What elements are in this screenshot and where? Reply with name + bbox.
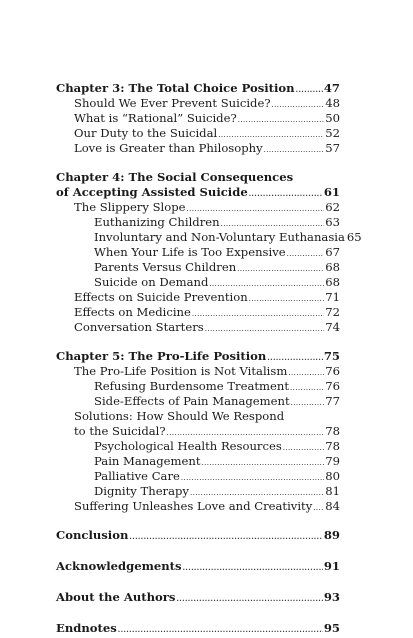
dot-leader	[192, 307, 324, 322]
entry-page: 65	[346, 230, 362, 244]
entry-title: Endnotes	[56, 621, 117, 635]
entry-title: The Pro-Life Position is Not Vitalism	[74, 364, 288, 378]
entry-page: 52	[325, 126, 340, 140]
entry-page: 48	[325, 96, 340, 110]
dot-leader	[296, 82, 323, 97]
entry-page: 61	[323, 185, 340, 199]
dot-leader	[201, 456, 324, 471]
toc-entry[interactable]	[56, 379, 340, 394]
dot-leader	[129, 529, 322, 544]
toc-entry[interactable]	[56, 499, 340, 514]
dot-leader	[272, 98, 325, 113]
entry-title: Palliative Care	[94, 469, 180, 483]
toc-heading-chapter-4	[56, 170, 340, 185]
dot-leader	[291, 396, 325, 411]
entry-page: 50	[325, 111, 340, 125]
entry-page: 68	[325, 275, 340, 289]
entry-title: Love is Greater than Philosophy	[74, 141, 263, 155]
dot-leader	[249, 292, 325, 307]
entry-title: Conclusion	[56, 528, 129, 542]
toc-entry[interactable]	[56, 96, 340, 111]
entry-title: Dignity Therapy	[94, 484, 189, 498]
spacer	[56, 335, 340, 349]
toc-entry[interactable]	[56, 320, 340, 335]
entry-title: Solutions: How Should We Respond	[74, 409, 285, 423]
entry-page: 77	[325, 394, 340, 408]
toc-entry[interactable]	[56, 230, 362, 245]
toc-entry-acknowledgements[interactable]	[56, 559, 340, 574]
entry-title: Parents Versus Children	[94, 260, 237, 274]
entry-page: 47	[323, 81, 340, 95]
toc-entry[interactable]	[56, 424, 340, 439]
entry-page: 75	[323, 349, 340, 363]
toc-entry[interactable]	[56, 126, 340, 141]
toc-entry[interactable]	[56, 141, 340, 156]
toc-entry[interactable]	[56, 484, 340, 499]
entry-title: to the Suicidal?	[74, 424, 166, 438]
entry-title: Suicide on Demand	[94, 275, 209, 289]
entry-title: Chapter 5: The Pro-Life Position	[56, 349, 267, 363]
entry-page: 74	[325, 320, 340, 334]
entry-page: 80	[325, 469, 340, 483]
toc-entry[interactable]	[56, 200, 340, 215]
entry-title: The Slippery Slope	[74, 200, 186, 214]
toc-entry[interactable]	[56, 290, 340, 305]
dot-leader	[237, 262, 324, 277]
dot-leader	[287, 247, 325, 262]
entry-page: 68	[325, 260, 340, 274]
toc-entry[interactable]	[56, 111, 340, 126]
entry-title: Should We Ever Prevent Suicide?	[74, 96, 271, 110]
entry-page: 76	[325, 364, 340, 378]
dot-leader	[238, 113, 325, 128]
dot-leader	[205, 322, 325, 337]
entry-title: Acknowledgements	[56, 559, 182, 573]
toc-entry[interactable]	[56, 215, 340, 230]
entry-page: 63	[325, 215, 340, 229]
entry-page: 89	[323, 528, 340, 542]
entry-title: Our Duty to the Suicidal	[74, 126, 218, 140]
entry-title: Side-Effects of Pain Management	[94, 394, 290, 408]
dot-leader	[183, 560, 323, 575]
entry-page: 95	[323, 621, 340, 635]
toc-entry-about-the-authors[interactable]	[56, 590, 340, 605]
dot-leader	[313, 501, 324, 516]
entry-title: Effects on Medicine	[74, 305, 191, 319]
entry-title: About the Authors	[56, 590, 176, 604]
toc-entry-endnotes[interactable]	[56, 621, 340, 636]
entry-title: Refusing Burdensome Treatment	[94, 379, 290, 393]
dot-leader	[288, 366, 324, 381]
entry-title: When Your Life is Too Expensive	[94, 245, 286, 259]
entry-page: 76	[325, 379, 340, 393]
entry-page: 78	[325, 424, 340, 438]
table-of-contents	[56, 81, 362, 636]
entry-title: Suffering Unleashes Love and Creativity	[74, 499, 313, 513]
toc-entry[interactable]	[56, 245, 340, 260]
toc-entry[interactable]	[56, 260, 340, 275]
toc-entry-chapter-5[interactable]	[56, 349, 340, 364]
dot-leader	[181, 471, 324, 486]
entry-title: Involuntary and Non-Voluntary Euthanasia	[94, 230, 345, 244]
spacer	[56, 543, 340, 559]
toc-entry[interactable]	[56, 305, 340, 320]
toc-entry-chapter-3[interactable]	[56, 81, 340, 96]
toc-entry[interactable]	[56, 364, 340, 379]
dot-leader	[249, 186, 323, 201]
dot-leader	[176, 591, 322, 606]
entry-page: 71	[325, 290, 340, 304]
toc-entry-conclusion[interactable]	[56, 528, 340, 543]
entry-page: 67	[325, 245, 340, 259]
toc-entry[interactable]	[56, 454, 340, 469]
entry-title: Psychological Health Resources	[94, 439, 282, 453]
toc-entry[interactable]	[56, 469, 340, 484]
entry-title: Pain Management	[94, 454, 201, 468]
entry-page: 79	[325, 454, 340, 468]
entry-page: 57	[325, 141, 340, 155]
entry-title: Effects on Suicide Prevention	[74, 290, 248, 304]
spacer	[56, 574, 340, 590]
spacer	[56, 514, 340, 528]
toc-entry-line1	[56, 409, 340, 424]
dot-leader	[290, 381, 324, 396]
entry-title: Chapter 4: The Social Consequences	[56, 170, 294, 184]
entry-page: 78	[325, 439, 340, 453]
toc-entry[interactable]	[56, 394, 340, 409]
entry-page: 91	[323, 559, 340, 573]
dot-leader	[118, 622, 323, 637]
toc-entry[interactable]	[56, 275, 340, 290]
toc-entry[interactable]	[56, 439, 340, 454]
dot-leader	[267, 350, 323, 365]
entry-page: 93	[323, 590, 340, 604]
entry-title: of Accepting Assisted Suicide	[56, 185, 248, 199]
entry-page: 72	[325, 305, 340, 319]
entry-title: Conversation Starters	[74, 320, 204, 334]
entry-page: 62	[325, 200, 340, 214]
entry-title: What is “Rational” Suicide?	[74, 111, 237, 125]
spacer	[56, 156, 340, 170]
toc-entry-chapter-4[interactable]	[56, 185, 340, 200]
entry-page: 81	[325, 484, 340, 498]
dot-leader	[283, 441, 324, 456]
entry-page: 84	[325, 499, 340, 513]
entry-title: Euthanizing Children	[94, 215, 220, 229]
spacer	[56, 605, 340, 621]
entry-title: Chapter 3: The Total Choice Position	[56, 81, 295, 95]
dot-leader	[264, 143, 325, 158]
